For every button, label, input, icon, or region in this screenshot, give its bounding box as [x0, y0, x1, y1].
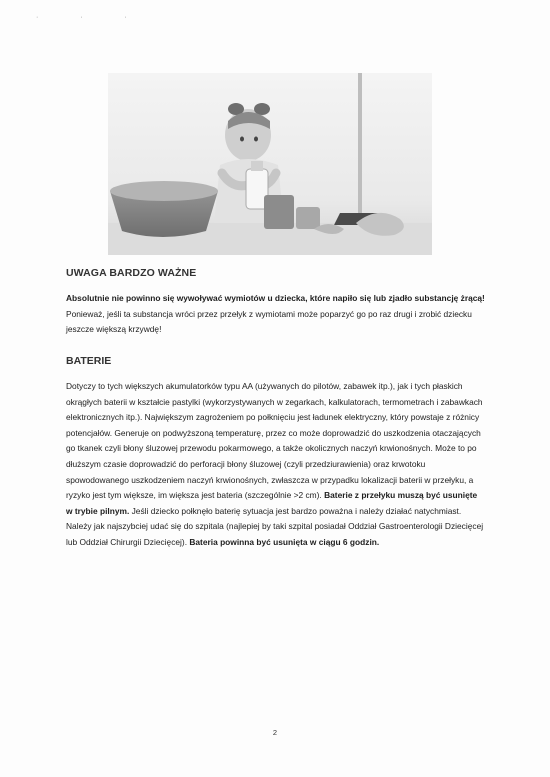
batteries-heading: BATERIE — [66, 355, 112, 367]
batteries-paragraph — [66, 379, 486, 551]
batteries-bold-deadline: Bateria powinna być usunięta w ciągu 6 godzin. — [189, 536, 380, 547]
warning-paragraph — [66, 291, 486, 338]
warning-heading: UWAGA BARDZO WAŻNE — [66, 267, 197, 279]
batteries-text-part2: Jeśli dziecko połknęło baterię sytuacja jest bardzo poważna i należy działać natychmiast. Należy jak najszybciej udać się do szpitala (najlepiej by taki szpital posiadał Oddział Gastroenterologii Dziecięcej lub Oddział Chirurgii Dziecięcej). — [66, 505, 484, 547]
warning-text: Ponieważ, jeśli ta substancja wróci przez przełyk z wymiotami może poparzyć go po raz drugi i zrobić dziecku jeszcze większą krzywdę! — [66, 308, 472, 334]
scan-artifact: · · · — [36, 14, 147, 21]
warning-bold-text: Absolutnie nie powinno się wywoływać wymiotów u dziecka, które napiło się lub zjadło substancję żrącą! — [66, 293, 485, 303]
batteries-text-part1: Dotyczy to tych większych akumulatorków typu AA (używanych do pilotów, zabawek itp.), jak i tych płaskich okrągłych baterii w kształcie pastylki (wykorzystywanych w zegarkach, kalkulatorach, termometrach i zabawkach elektronicznych itp.). Największym zagrożeniem po połknięciu jest ładunek elektryczny, który powstaje z różnicy potencjałów. Generuje on podwyższoną temperaturę, przez co może doprowadzić do uszkodzenia otaczających go tkanek czyli błony śluzowej przewodu pokarmowego, a także okolicznych naczyń krwionośnych. Może to po dłuższym czasie doprowadzić do perforacji błony śluzowej (czyli przedziurawienia) oraz krwotoku spowodowanego uszkodzeniem naczyń krwionośnych, zwłaszcza w przypadku lokalizacji baterii w przełyku, a ryzyko jest tym większe, im większa jest bateria (szczególnie >2 cm). — [66, 381, 483, 501]
child-with-cleaning-products-photo — [108, 73, 432, 255]
batteries-bold-urgent: Baterie z przełyku muszą być usunięte w trybie pilnym. — [66, 490, 478, 516]
page-number: 2 — [272, 728, 278, 737]
